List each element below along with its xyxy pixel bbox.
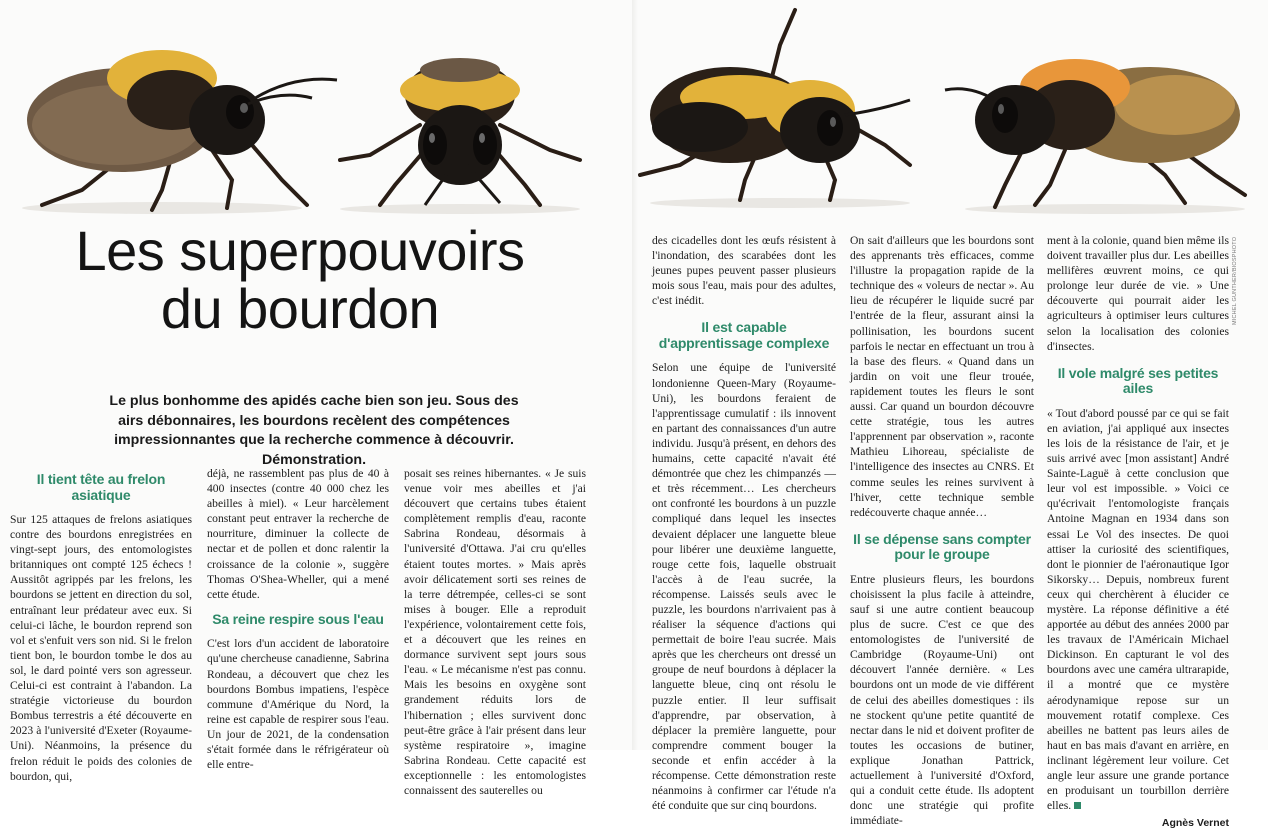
article-lead: Le plus bonhomme des apidés cache bien son jeu. Sous des airs débonnaires, les bourdons recèlent des compétences impressionnantes que la recherche commence à découvrir. Démonstration.: [109, 393, 519, 468]
paragraph-reine-cont: posait ses reines hibernantes. « Je suis venue voir mes abeilles et j'ai découvert que certains tubes étaient complètement remplis d'eau, raconte Sabrina Rondeau, désormais à l'université d'Ottawa. J'ai cru qu'elles étaient toutes mortes. » Mais après avoir délicatement sorti ses reines de la terre détrempée, celles-ci se sont mises à bouger. Elle a reproduit l'expérience, volontairement cette fois, et a découvert que les reines en dormance survivent sept jours sous l'eau. « Le mécanisme n'est pas connu. Mais les besoins en oxygène sont grandement réduits lors de l'hibernation ; elles survivent donc peut-être grâce à l'air présent dans leur système respiratoire », imagine Sabrina Rondeau. Cette capacité est exceptionnelle : les entomologistes connaissent des sauterelles ou: [404, 467, 586, 797]
paragraph-ailes: [1047, 406, 1229, 814]
column-3: [404, 466, 586, 798]
paragraph-groupe: Entre plusieurs fleurs, les bourdons choisissent la plus facile à atteindre, sauf si une autre contient beaucoup plus de sucre. C'est ce que des entomologistes de l'université de Cambridge (Royaume-Uni) ont découvert l'année dernière. « Les bourdons ont un mode de vie différent de celui des abeilles domestiques : ils ne stockent qu'une petite quantité de nectar dans le nid et doivent profiter de toutes les occasions de butiner, explique Jonathan Pattrick, actuellement à l'université d'Oxford, qui a conduit cette étude. Ils adoptent donc une stratégie qui profite immédiate-: [850, 572, 1034, 828]
column-1: [10, 466, 192, 784]
column-4: [652, 233, 836, 813]
paragraph-groupe-cont: ment à la colonie, quand bien même ils doivent travailler plus dur. Les abeilles mellifères œuvrent moins, ce qui prolonge leur durée de vie. » Une découverte qui pourrait aider les agriculteurs à optimiser leurs cultures selon la localisation des colonies d'insectes.: [1047, 234, 1229, 353]
end-mark-icon: [1074, 802, 1081, 809]
article-title: [40, 219, 560, 340]
bumblebee-photo-4: [935, 35, 1255, 215]
author-signature: Agnès Vernet: [1161, 817, 1229, 830]
subhead-reine: Sa reine respire sous l'eau: [212, 610, 384, 627]
photo-credit: MICHEL GUNTHER/BIOSPHOTO: [1232, 236, 1238, 325]
paragraph-ailes-text: « Tout d'abord poussé par ce qui se fait en aviation, j'ai appliqué aux insectes les lois de la résistance de l'air, et je suis arrivé avec [mon assistant] André Sainte-Laguë à cette conclusion que leur vol est impossible. » Voici ce qu'écrivait l'entomologiste français Antoine Magnan en 1934 dans son essai Le Vol des insectes. De quoi attiser la curiosité des scientifiques, dont le pionnier de l'aéronautique Igor Sikorsky… Depuis, nombreux furent ceux qui cherchèrent à élucider ce mystère. La réponse définitive a été apportée au début des années 2000 par les travaux de l'Américain Michael Dickinson. En capturant le vol des bourdons avec une caméra ultrarapide, il a montré que ce mystère aérodynamique repose sur un mouvement rotatif complexe. Ces abeilles ne battent pas leurs ailes de haut en bas mais d'avant en arrière, en inclinant légèrement leur voilure. Cet angle leur assure une grande portance en produisant un tourbillon derrière elles.: [1047, 406, 1229, 813]
bumblebee-photo-2: [325, 55, 595, 215]
title-line-1: Les superpouvoirs: [75, 219, 525, 282]
paragraph-apprentissage: Selon une équipe de l'université londonienne Queen-Mary (Royaume-Uni), les bourdons feraient de l'apprentissage cumulatif : ils innovent en partant des connaissances d'un autre individu. Jusqu'à présent, en dehors des humains, cette capacité n'avait été démontrée que chez les chimpanzés — et très récemment… Les chercheurs ont confronté les bourdons à un puzzle compliqué dans lequel les insectes devaient déplacer une languette bleue pour libérer une deuxième languette, rouge cette fois, laquelle obstruait l'accès à de l'eau sucrée, la récompense. Laissés seuls avec le puzzle, les bourdons n'arrivaient pas à réaliser la séquence d'actions qui permettait de boire l'eau sucrée. Mais après que les chercheurs ont dressé un groupe de neuf bourdons à déplacer la languette bleue, cinq ont résolu le puzzle entier. Il leur suffisait d'apprendre, par observation, à déplacer la première languette, pour comprendre comment bouger la seconde et enfin accéder à la récompense. Cette démonstration reste néanmoins à confirmer car l'étude n'a été conduite que sur cinq bourdons.: [652, 361, 836, 813]
column-2: [207, 466, 389, 772]
subhead-apprentissage: Il est capable d'apprentissage complexe: [658, 319, 830, 351]
bumblebee-photo-3: [620, 5, 920, 210]
subhead-ailes: Il vole malgré ses petites ailes: [1057, 364, 1219, 397]
paragraph-reine: C'est lors d'un accident de laboratoire qu'une chercheuse canadienne, Sabrina Rondeau, a découvert que chez les bourdons Bombus impatiens, l'espèce commune d'Amérique du Nord, la reine est capable de respirer sous l'eau. Un jour de 2021, de la condensation s'était formée dans le réfrigérateur où elle entre-: [207, 637, 389, 772]
paragraph-frelon: Sur 125 attaques de frelons asiatiques contre des bourdons enregistrées en vingt-sept jours, des entomologistes britanniques ont compté 125 échecs ! Aussitôt agrippés par les frelons, les bourdons se jettent en direction du sol, entraînant leur prédateur avec eux. Si celui-ci lâche, le bourdon reprend son vol et s'enfuit vers son nid. Si le frelon tient bon, le bourdon tombe le dos au sol, le dard pointé vers son agresseur. Celui-ci est contraint à l'abandon. La stratégie victorieuse du bourdon Bombus terrestris a été découverte en 2023 à l'université d'Exeter (Royaume-Uni). Néanmoins, la présence du frelon réduit le poids des colonies de bourdon, qui,: [10, 513, 192, 783]
paragraph-frelon-cont: déjà, ne rassemblent pas plus de 40 à 400 insectes (contre 40 000 chez les abeilles à miel). « Leur harcèlement constant peut entraver la recherche de nourriture, diminuer la collecte de nectar et de pollen et donc ralentir la croissance de la colonie », suggère Thomas O'Shea-Wheller, qui a mené cette étude.: [207, 467, 389, 601]
paragraph-nectar: On sait d'ailleurs que les bourdons sont des apprenants très efficaces, comme l'illustre la propagation rapide de la technique des « voleurs de nectar ». Au lieu de récupérer le liquide sucré par l'entrée de la fleur, assurant ainsi la pollinisation, les bourdons sucent parfois le nectar en effectuant un trou à la base des fleurs. « Quand dans un jardin on voit une fleur trouée, rapidement toutes les fleurs le sont aussi. Car quand un bourdon découvre cette stratégie, tous les autres l'apprennent par observation », raconte Mathieu Lihoreau, spécialiste de l'intelligence des insectes au CNRS. Et comme seules les reines survivent à l'hiver, cette technique semble redécouverte chaque année…: [850, 234, 1034, 519]
column-6: [1047, 233, 1229, 831]
paragraph-reine-end: des cicadelles dont les œufs résistent à l'inondation, des scarabées dont les jeunes pupes peuvent passer plusieurs mois sous l'eau, mais pour des adultes, c'est inédit.: [652, 234, 836, 308]
bumblebee-photo-1: [12, 30, 342, 215]
title-line-2: du bourdon: [160, 277, 440, 340]
subhead-frelon: Il tient tête au frelon asiatique: [36, 471, 166, 503]
column-5: [850, 233, 1034, 828]
subhead-groupe: Il se dépense sans compter pour le groupe: [853, 530, 1031, 563]
